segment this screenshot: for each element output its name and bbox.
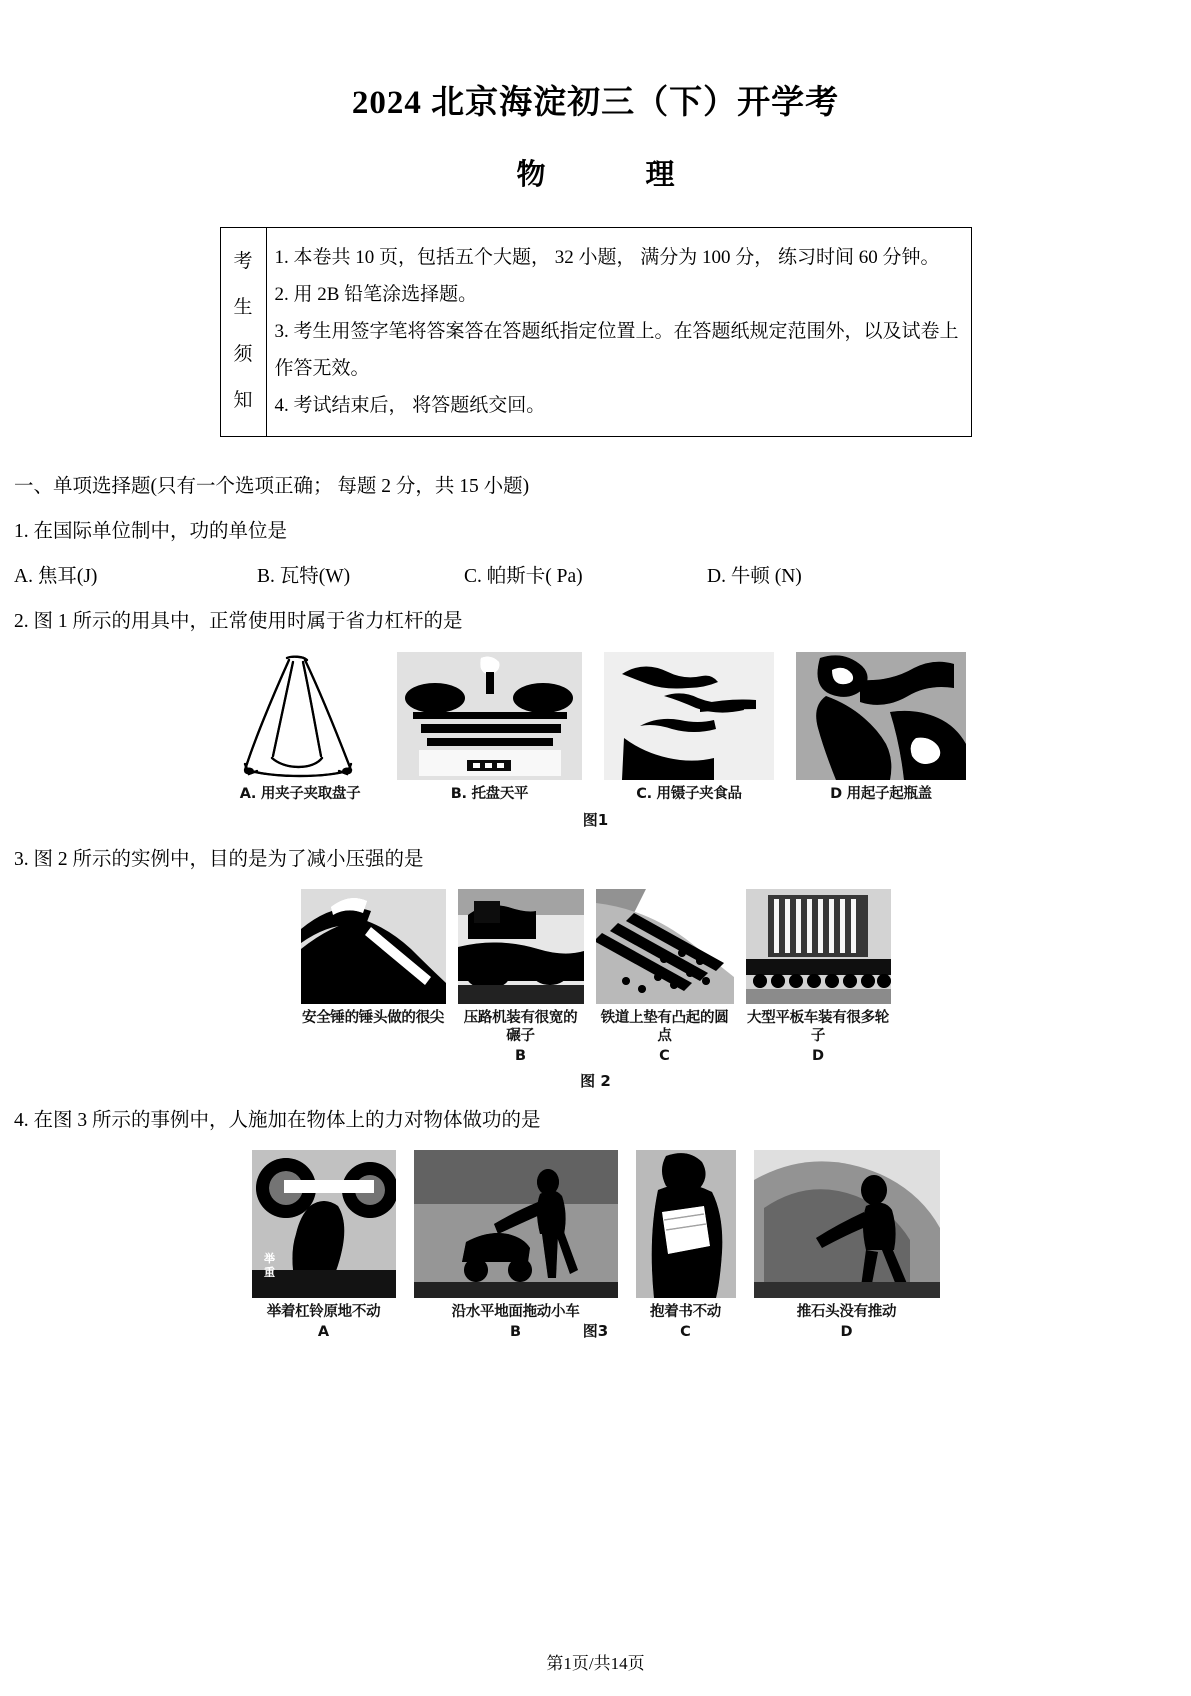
person-pulling-cart-illustration <box>414 1150 618 1298</box>
figure-3-image-d <box>754 1150 940 1298</box>
figure-1-item-b <box>397 652 582 803</box>
notice-item-3: 3. 考生用签字笔将答案答在答题纸指定位置上。在答题纸规定范围外，以及试卷上作答无效。 <box>274 320 959 379</box>
question-4-number: 4. <box>14 1110 29 1132</box>
question-3-number: 3. <box>14 848 29 870</box>
figure-3-caption-a: 举着杠铃原地不动 <box>266 1304 381 1321</box>
figure-1-caption-d: D 用起子起瓶盖 <box>830 785 932 802</box>
figure-2-item-b <box>458 889 584 1004</box>
question-1-option-c[interactable]: C. 帕斯卡( Pa) <box>464 566 583 588</box>
notice-label-char-3: 须 <box>233 343 253 365</box>
notice-label-column <box>221 228 267 436</box>
question-3-stem <box>14 844 1191 875</box>
figure-2-image-d <box>746 889 891 1004</box>
question-1-number: 1. <box>14 521 29 543</box>
figure-2-item-d <box>746 889 891 1004</box>
figure-1-caption-a: A. 用夹子夹取盘子 <box>239 785 361 802</box>
candidate-notice-box <box>220 227 972 437</box>
notice-label-char-2: 生 <box>233 297 253 319</box>
notice-label-char-4: 知 <box>233 390 253 412</box>
question-1-stem <box>14 516 1191 547</box>
figure-3-item-b <box>414 1150 618 1340</box>
figure-2-letter-b: B <box>514 1048 527 1065</box>
figure-1 <box>0 652 1191 830</box>
figure-2-letter-c: C <box>659 1048 670 1065</box>
figure-2-letter-d: D <box>811 1048 825 1065</box>
flatbed-truck-illustration <box>746 889 891 1004</box>
figure-3-letter-b: B <box>509 1324 522 1341</box>
notice-item-1: 1. 本卷共 10 页，包括五个大题， 32 小题， 满分为 100 分， 练习时间 60 分钟。 <box>274 246 940 268</box>
figure-3-image-a <box>252 1150 396 1298</box>
figure-3-item-d <box>754 1150 940 1340</box>
question-2-stem <box>14 606 1191 637</box>
figure-2-image-c <box>596 889 734 1004</box>
tongs-plate-illustration <box>225 652 375 780</box>
figure-3-letter-d: D <box>840 1324 853 1341</box>
figure-2-caption-a: 安全锤的锤头做的很尖 <box>302 1009 444 1026</box>
question-4-stem <box>14 1105 1191 1136</box>
page-title: 2024 北京海淀初三（下）开学考 <box>351 85 840 121</box>
notice-body <box>267 228 971 436</box>
figure-3-letter-c: C <box>680 1324 691 1341</box>
figure-2-caption-cell-b <box>458 1004 584 1064</box>
section-heading-part-one: 一、单项选择题(只有一个选项正确； 每题 2 分，共 15 小题) <box>14 475 530 497</box>
figure-3-image-b <box>414 1150 618 1298</box>
safety-hammer-illustration <box>301 889 446 1004</box>
figure-1-image-c <box>604 652 774 780</box>
figure-2-caption-cell-a <box>301 1004 446 1027</box>
question-2-text: 图 1 所示的用具中，正常使用时属于省力杠杆的是 <box>33 611 463 633</box>
figure-2-image-a <box>301 889 446 1004</box>
figure-1-caption-b: B. 托盘天平 <box>450 785 529 802</box>
figure-1-item-c <box>604 652 774 803</box>
figure-1-item-d <box>796 652 966 803</box>
figure-3-item-a <box>252 1150 396 1340</box>
figure-2-caption-d: 大型平板车装有很多轮子 <box>747 1009 889 1045</box>
figure-3-image-c <box>636 1150 736 1298</box>
figure-2-caption-cell-c <box>596 1004 734 1064</box>
road-roller-illustration <box>458 889 584 1004</box>
question-3-text: 图 2 所示的实例中，目的是为了减小压强的是 <box>33 848 424 870</box>
svg-text:举: 举 <box>263 1252 275 1266</box>
balance-scale-illustration <box>397 652 582 780</box>
question-1-option-a[interactable]: A. 焦耳(J) <box>14 566 98 588</box>
figure-3 <box>0 1150 1191 1341</box>
figure-2 <box>0 889 1191 1091</box>
figure-3-title: 图3 <box>582 1322 609 1341</box>
figure-1-caption-c: C. 用镊子夹食品 <box>636 785 742 802</box>
figure-2-caption-b: 压路机装有很宽的碾子 <box>463 1009 578 1045</box>
question-1-options <box>14 561 1191 592</box>
bottle-opener-illustration <box>796 652 966 780</box>
notice-item-2: 2. 用 2B 铅笔涂选择题。 <box>274 283 478 305</box>
figure-1-image-b <box>397 652 582 780</box>
person-holding-books-illustration <box>636 1150 736 1298</box>
question-1-text: 在国际单位制中，功的单位是 <box>33 521 288 543</box>
figure-2-caption-cell-d <box>746 1004 891 1064</box>
figure-3-caption-d: 推石头没有推动 <box>796 1304 897 1321</box>
question-1-option-b[interactable]: B. 瓦特(W) <box>257 566 351 588</box>
tactile-paving-illustration <box>596 889 734 1004</box>
page-footer: 第1页/共14页 <box>546 1654 645 1673</box>
question-1-option-d[interactable]: D. 牛顿 (N) <box>707 566 802 588</box>
figure-3-item-c <box>636 1150 736 1340</box>
figure-2-item-a <box>301 889 446 1004</box>
question-4-text: 在图 3 所示的事例中，人施加在物体上的力对物体做功的是 <box>33 1110 541 1132</box>
figure-2-caption-c: 铁道上垫有凸起的圆点 <box>600 1009 729 1045</box>
figure-2-image-b <box>458 889 584 1004</box>
figure-1-image-a <box>225 652 375 780</box>
weightlifter-illustration <box>252 1150 396 1298</box>
notice-item-4: 4. 考试结束后， 将答题纸交回。 <box>274 394 546 416</box>
figure-1-title: 图1 <box>582 810 609 829</box>
svg-text:重: 重 <box>263 1266 275 1280</box>
figure-2-item-c <box>596 889 734 1004</box>
notice-label-char-1: 考 <box>233 250 253 272</box>
figure-2-title: 图 2 <box>580 1072 611 1091</box>
question-2-number: 2. <box>14 611 29 633</box>
figure-1-image-d <box>796 652 966 780</box>
figure-3-caption-c: 抱着书不动 <box>650 1304 721 1321</box>
figure-3-letter-a: A <box>317 1324 330 1341</box>
figure-1-item-a <box>225 652 375 803</box>
figure-3-caption-b: 沿水平地面拖动小车 <box>451 1304 580 1321</box>
person-pushing-rock-illustration <box>754 1150 940 1298</box>
page-subtitle: 物 理 <box>516 158 689 191</box>
tweezers-food-illustration <box>604 652 774 780</box>
